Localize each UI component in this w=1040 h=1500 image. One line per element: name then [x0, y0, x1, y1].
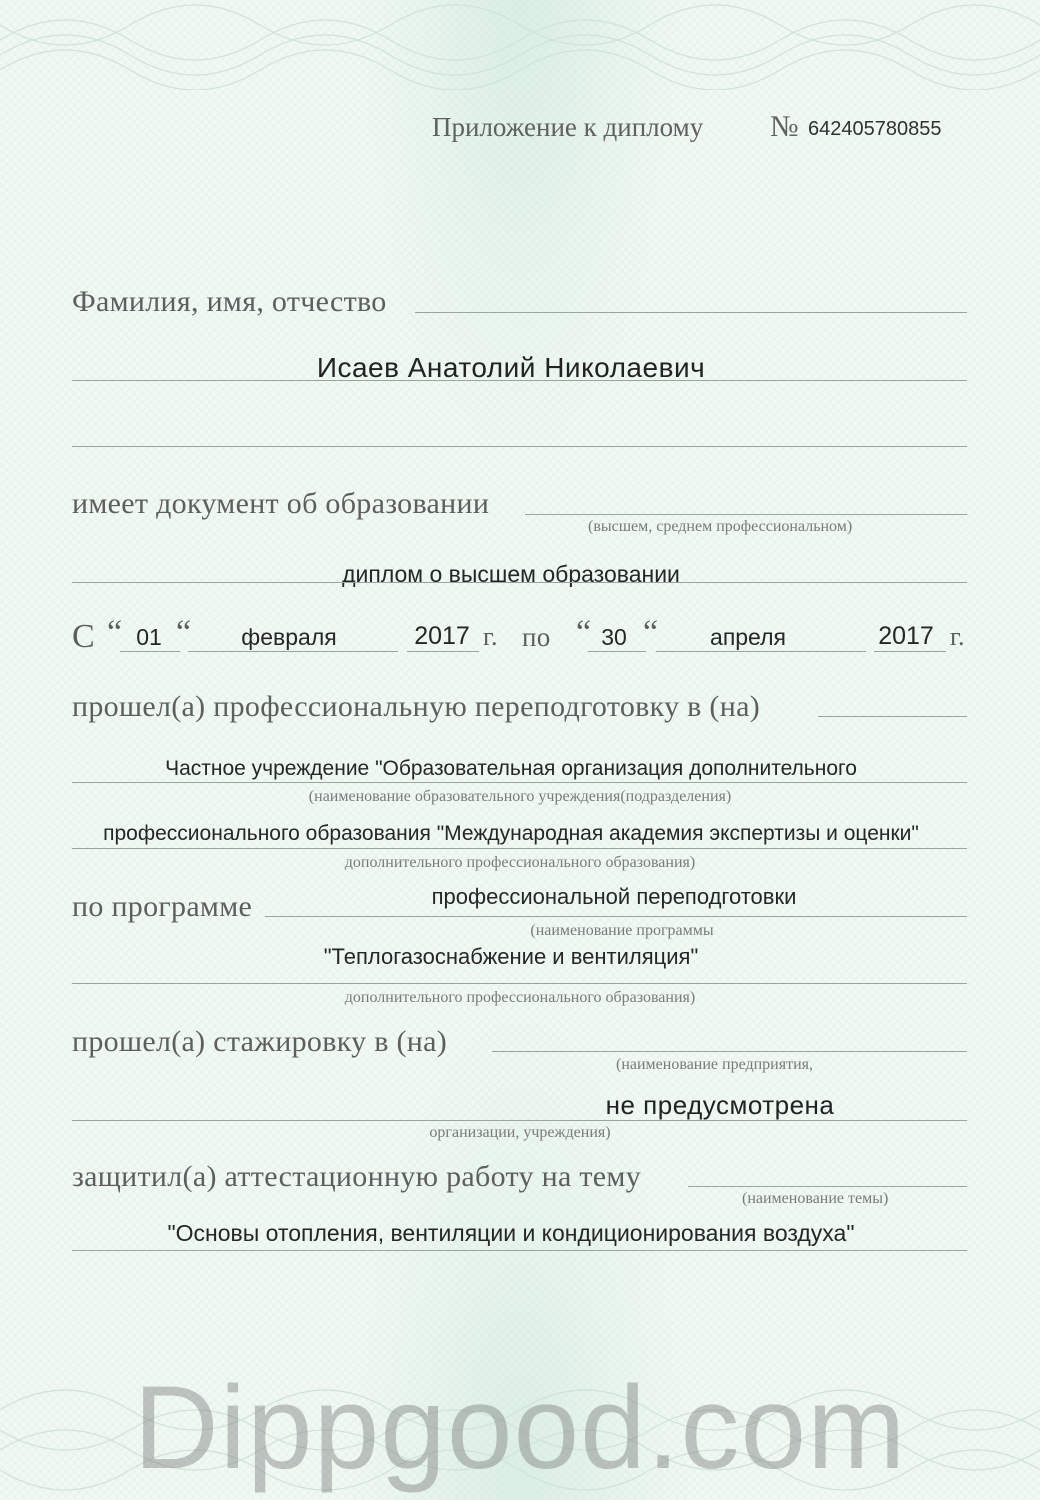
retraining-label-line [818, 716, 967, 717]
internship-hint2: организации, учреждения) [429, 1124, 611, 1141]
quote-open-1: “ [107, 614, 123, 651]
thesis-hint: (наименование темы) [742, 1190, 889, 1207]
internship-value: не предусмотрена [605, 1090, 835, 1120]
education-value-line [72, 582, 967, 583]
retraining-line2: профессионального образования "Международная академия экспертизы и оценки" [103, 822, 919, 845]
period-prefix: С [72, 618, 95, 655]
program-value1-rule [265, 916, 967, 917]
retraining-line2-rule [72, 848, 967, 849]
internship-value-rule [72, 1120, 967, 1121]
to-year-suffix: г. [950, 622, 965, 651]
number-sign: № [770, 110, 799, 143]
fio-label: Фамилия, имя, отчество [72, 285, 387, 318]
education-label: имеет документ об образовании [72, 487, 490, 520]
retraining-label: прошел(а) профессиональную переподготовку в (на) [72, 690, 760, 723]
document-title: Приложение к диплому [432, 112, 704, 142]
fio-label-line [415, 312, 967, 313]
thesis-label: защитил(а) аттестационную работу на тему [72, 1160, 641, 1193]
internship-label: прошел(а) стажировку в (на) [72, 1025, 448, 1058]
retraining-line1: Частное учреждение "Образовательная организация дополнительного [165, 757, 857, 780]
fio-extra-line [72, 446, 967, 447]
watermark: Dippgood.com [133, 1362, 907, 1494]
from-month: февраля [241, 624, 337, 650]
to-month: апреля [710, 624, 786, 650]
retraining-hint2: дополнительного профессионального образования) [344, 854, 696, 871]
program-value2: "Теплогазоснабжение и вентиляция" [323, 944, 699, 969]
education-hint: (высшем, среднем профессиональном) [588, 518, 853, 535]
quote-close-1: “ [176, 614, 192, 651]
quote-close-2: “ [643, 614, 659, 651]
program-hint1: (наименование программы [530, 922, 714, 939]
to-month-line [656, 651, 866, 652]
from-year-line [407, 651, 479, 652]
program-label: по программе [72, 890, 253, 923]
top-ornament [0, 0, 1040, 90]
from-month-line [188, 651, 398, 652]
from-year-suffix: г. [483, 622, 498, 651]
retraining-line1-rule [72, 782, 967, 783]
to-day-line [588, 651, 646, 652]
program-value2-rule [72, 983, 967, 984]
retraining-hint1: (наименование образовательного учреждения(подразделения) [308, 788, 732, 805]
program-hint2: дополнительного профессионального образования) [344, 989, 696, 1006]
education-label-line [525, 514, 967, 515]
thesis-value-rule [72, 1250, 967, 1251]
from-day-line [120, 651, 180, 652]
thesis-label-line [688, 1186, 967, 1187]
to-word: по [522, 622, 551, 652]
to-year: 2017 [878, 622, 934, 650]
quote-open-2: “ [576, 614, 592, 651]
to-year-line [874, 651, 946, 652]
internship-label-line [492, 1051, 967, 1052]
internship-hint1: (наименование предприятия, [616, 1056, 814, 1073]
from-day: 01 [136, 624, 162, 650]
to-day: 30 [601, 624, 627, 650]
thesis-value: "Основы отопления, вентиляции и кондиционирования воздуха" [167, 1220, 855, 1246]
diploma-number: 642405780855 [808, 118, 942, 140]
fio-value-line [72, 380, 967, 381]
from-year: 2017 [414, 622, 470, 650]
fio-value: Исаев Анатолий Николаевич [316, 352, 706, 383]
education-value: диплом о высшем образовании [342, 561, 680, 587]
program-value1: профессиональной переподготовки [431, 884, 797, 909]
